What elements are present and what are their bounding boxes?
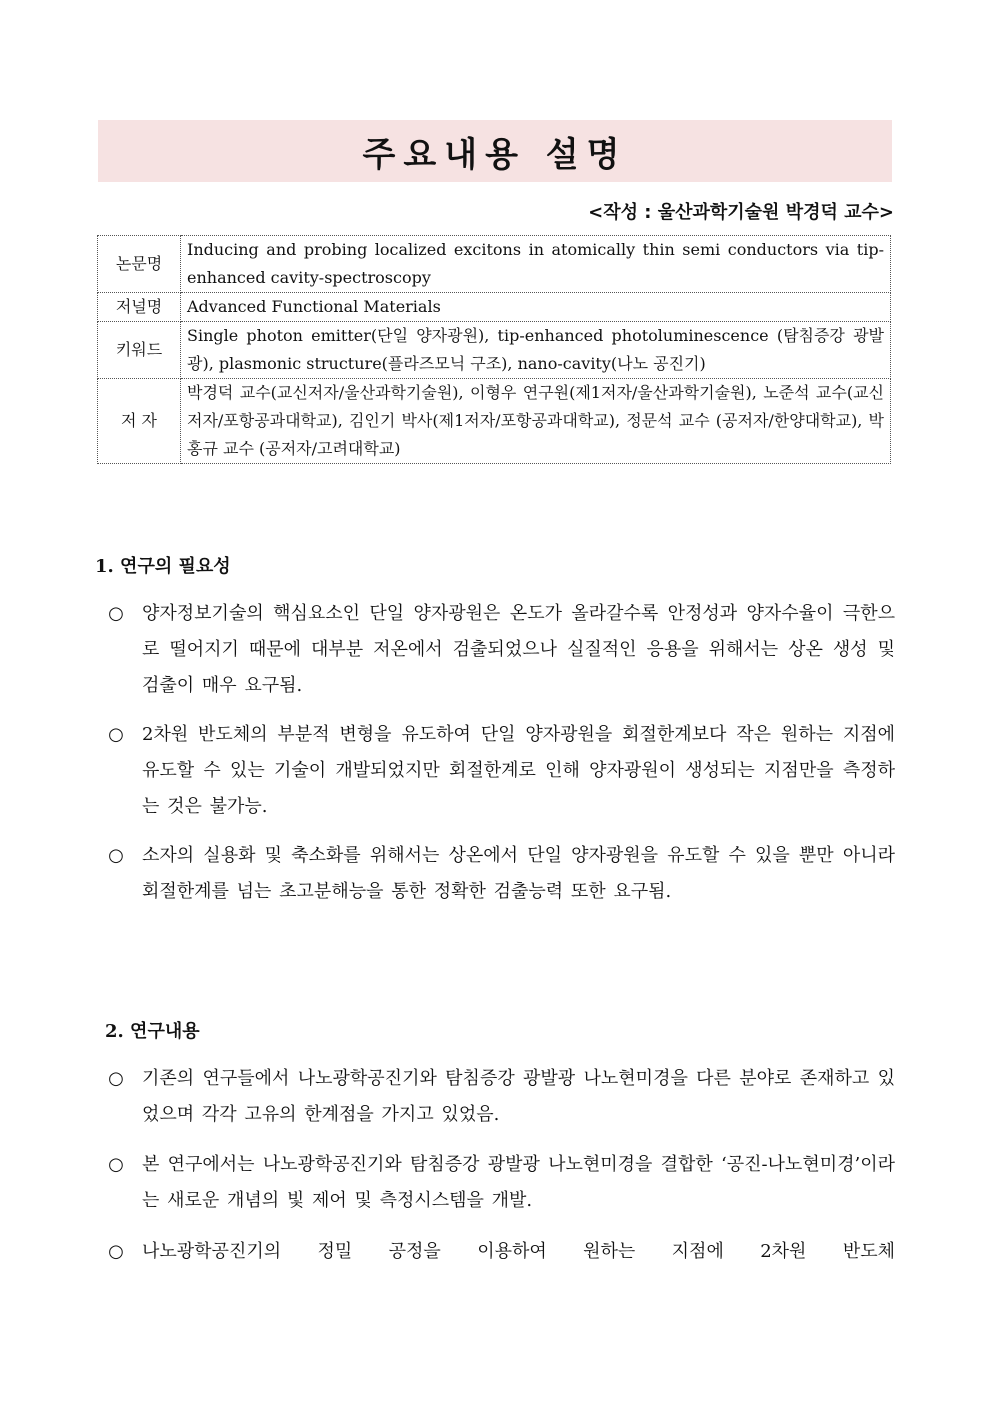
page-title: 주요내용 설명 [362, 134, 628, 175]
section-heading-content: 2. 연구내용 [105, 1021, 200, 1042]
circle-bullet-icon: ○ [108, 845, 124, 866]
paragraph-text: 나노광학공진기의 정밀 공정을 이용하여 원하는 지점에 2차원 반도체 [142, 1241, 895, 1262]
table-row [98, 322, 891, 379]
keywords-label: 키워드 [98, 322, 181, 379]
list-item [105, 1061, 895, 1133]
list-item [105, 717, 895, 825]
circle-bullet-icon: ○ [108, 603, 124, 624]
table-row [98, 379, 891, 464]
list-item [105, 596, 895, 704]
authors-label: 저 자 [98, 379, 181, 464]
paper-info-table [97, 235, 891, 464]
section-heading-necessity: 1. 연구의 필요성 [95, 556, 231, 577]
keywords-value: Single photon emitter(단일 양자광원), tip-enhanced photoluminescence (탐침증강 광발광), plasmonic structure(플라즈모닉 구조), nano-cavity(나노 공진기) [181, 322, 891, 379]
paragraph-text: 본 연구에서는 나노광학공진기와 탐침증강 광발광 나노현미경을 결합한 ‘공진-나노현미경’이라는 새로운 개념의 빛 제어 및 측정시스템을 개발. [142, 1154, 895, 1211]
author-line: <작성 : 울산과학기술원 박경덕 교수> [588, 202, 894, 223]
list-item [105, 1147, 895, 1219]
paragraph-text: 2차원 반도체의 부분적 변형을 유도하여 단일 양자광원을 회절한계보다 작은 원하는 지점에 유도할 수 있는 기술이 개발되었지만 회절한계로 인해 양자광원이 생성되는 지점만을 측정하는 것은 불가능. [142, 724, 895, 817]
list-item [105, 838, 895, 910]
table-row [98, 236, 891, 293]
circle-bullet-icon: ○ [108, 724, 124, 745]
title-banner [98, 120, 892, 182]
paragraph-text: 양자정보기술의 핵심요소인 단일 양자광원은 온도가 올라갈수록 안정성과 양자수율이 극한으로 떨어지기 때문에 대부분 저온에서 검출되었으나 실질적인 응용을 위해서는 상온 생성 및 검출이 매우 요구됨. [142, 603, 895, 696]
paragraph-text: 소자의 실용화 및 축소화를 위해서는 상온에서 단일 양자광원을 유도할 수 있을 뿐만 아니라 회절한계를 넘는 초고분해능을 통한 정확한 검출능력 또한 요구됨. [142, 845, 895, 902]
list-item [105, 1234, 895, 1270]
circle-bullet-icon: ○ [108, 1068, 124, 1089]
journal-label: 저널명 [98, 293, 181, 322]
table-row [98, 293, 891, 322]
paper-title-value: Inducing and probing localized excitons in atomically thin semi conductors via tip-enhanced cavity-spectroscopy [181, 236, 891, 293]
authors-value: 박경덕 교수(교신저자/울산과학기술원), 이형우 연구원(제1저자/울산과학기술원), 노준석 교수(교신저자/포항공과대학교), 김인기 박사(제1저자/포항공과대학교), 정문석 교수 (공저자/한양대학교), 박홍규 교수 (공저자/고려대학교) [181, 379, 891, 464]
paragraph-text: 기존의 연구들에서 나노광학공진기와 탐침증강 광발광 나노현미경을 다른 분야로 존재하고 있었으며 각각 고유의 한계점을 가지고 있었음. [142, 1068, 895, 1125]
paper-title-label: 논문명 [98, 236, 181, 293]
circle-bullet-icon: ○ [108, 1154, 124, 1175]
journal-value: Advanced Functional Materials [181, 293, 891, 322]
circle-bullet-icon: ○ [108, 1241, 124, 1262]
